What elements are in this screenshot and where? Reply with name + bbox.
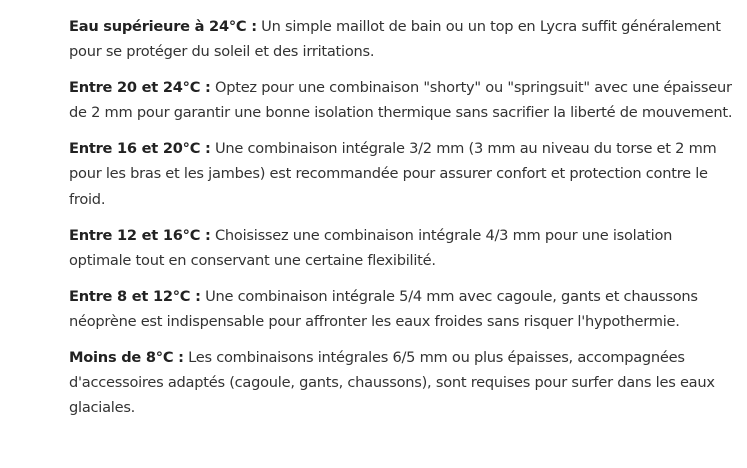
paragraph-label: Entre 8 et 12°C : — [69, 287, 201, 305]
wetsuit-temperature-guide — [69, 14, 737, 431]
paragraph-text: Une combinaison intégrale 5/4 mm avec cagoule, gants et chaussons néoprène est indispensable pour affronter les eaux froides sans risquer l'hypothermie. — [69, 287, 698, 330]
paragraph-text: Une combinaison intégrale 3/2 mm (3 mm au niveau du torse et 2 mm pour les bras et les jambes) est recommandée pour assurer confort et protection contre le froid. — [69, 140, 717, 208]
paragraph-text: Optez pour une combinaison "shorty" ou "springsuit" avec une épaisseur de 2 mm pour garantir une bonne isolation thermique sans sacrifier la liberté de mouvement. — [69, 79, 733, 122]
paragraph-text: Un simple maillot de bain ou un top en Lycra suffit généralement pour se protéger du soleil et des irritations. — [69, 18, 721, 61]
paragraph-20-24 — [69, 75, 737, 126]
paragraph-label: Moins de 8°C : — [69, 348, 184, 366]
paragraph-label: Entre 12 et 16°C : — [69, 226, 211, 244]
paragraph-12-16 — [69, 223, 737, 274]
paragraph-16-20 — [69, 136, 737, 212]
paragraph-label: Eau supérieure à 24°C : — [69, 18, 257, 35]
paragraph-above-24 — [69, 14, 737, 65]
paragraph-label: Entre 16 et 20°C : — [69, 140, 211, 158]
paragraph-8-12 — [69, 284, 737, 335]
paragraph-text: Les combinaisons intégrales 6/5 mm ou plus épaisses, accompagnées d'accessoires adaptés (cagoule, gants, chaussons), sont requises pour surfer dans les eaux glaciales. — [69, 348, 715, 417]
paragraph-below-8 — [69, 345, 737, 421]
paragraph-label: Entre 20 et 24°C : — [69, 79, 211, 97]
paragraph-text: Choisissez une combinaison intégrale 4/3 mm pour une isolation optimale tout en conservant une certaine flexibilité. — [69, 226, 673, 269]
